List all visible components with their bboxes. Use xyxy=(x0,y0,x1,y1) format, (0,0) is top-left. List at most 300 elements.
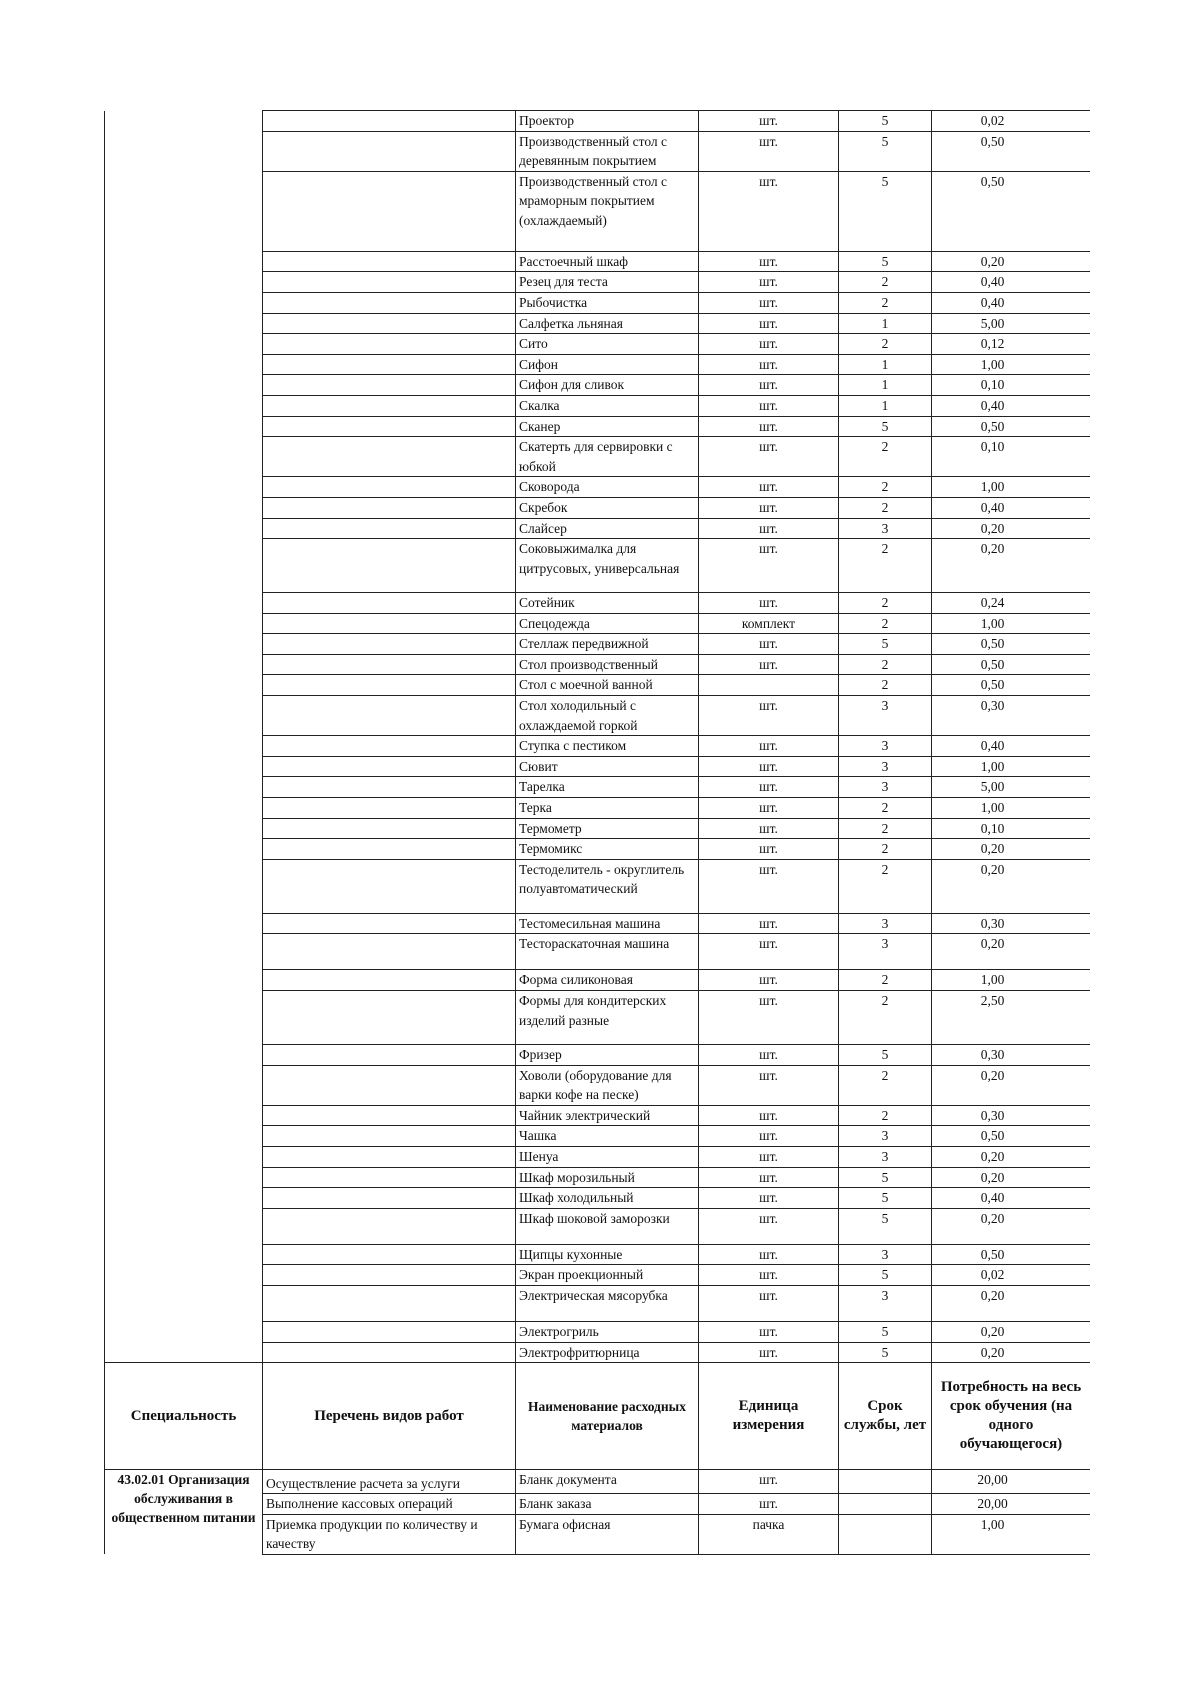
table-row xyxy=(105,634,1091,655)
item-name: Электрогриль xyxy=(516,1321,699,1342)
item-need: 0,50 xyxy=(932,171,1091,251)
item-life: 3 xyxy=(839,1285,932,1321)
item-need: 0,20 xyxy=(932,934,1091,970)
item-name: Стеллаж передвижной xyxy=(516,634,699,655)
item-life: 5 xyxy=(839,111,932,132)
specialty-cell xyxy=(105,477,263,498)
equipment-rows xyxy=(105,111,1091,1363)
item-unit: шт. xyxy=(699,934,839,970)
item-need: 0,30 xyxy=(932,1105,1091,1126)
specialty-cell xyxy=(105,1167,263,1188)
material-life xyxy=(839,1514,932,1554)
item-need: 0,40 xyxy=(932,272,1091,293)
specialty-cell xyxy=(105,313,263,334)
table-row xyxy=(105,1146,1091,1167)
item-unit: шт. xyxy=(699,375,839,396)
item-life: 3 xyxy=(839,1244,932,1265)
specialty-cell xyxy=(105,334,263,355)
specialty-cell xyxy=(105,518,263,539)
item-need: 0,20 xyxy=(932,539,1091,593)
table-row xyxy=(105,313,1091,334)
works-cell xyxy=(263,934,516,970)
table-row xyxy=(105,1045,1091,1066)
item-life: 3 xyxy=(839,777,932,798)
item-unit: шт. xyxy=(699,1045,839,1066)
works-cell xyxy=(263,1167,516,1188)
item-unit: шт. xyxy=(699,251,839,272)
work-type: Приемка продукции по количеству и качеству xyxy=(263,1514,516,1554)
table-row xyxy=(105,1065,1091,1105)
specialty-cell xyxy=(105,991,263,1045)
item-unit: шт. xyxy=(699,334,839,355)
works-cell xyxy=(263,518,516,539)
item-life: 2 xyxy=(839,970,932,991)
specialty-cell xyxy=(105,375,263,396)
item-unit: шт. xyxy=(699,1208,839,1244)
item-need: 0,40 xyxy=(932,736,1091,757)
works-cell xyxy=(263,696,516,736)
header-need: Потребность на весь срок обучения (на одного обучающегося) xyxy=(932,1363,1091,1470)
item-life: 3 xyxy=(839,1146,932,1167)
works-cell xyxy=(263,1105,516,1126)
item-name: Термометр xyxy=(516,818,699,839)
item-name: Проектор xyxy=(516,111,699,132)
item-life: 3 xyxy=(839,1126,932,1147)
specialty-cell xyxy=(105,696,263,736)
works-cell xyxy=(263,251,516,272)
item-unit: шт. xyxy=(699,395,839,416)
item-need: 0,50 xyxy=(932,131,1091,171)
item-unit: шт. xyxy=(699,477,839,498)
specialty-cell xyxy=(105,1208,263,1244)
item-unit: шт. xyxy=(699,354,839,375)
table-row xyxy=(105,859,1091,913)
works-cell xyxy=(263,111,516,132)
item-name: Форма силиконовая xyxy=(516,970,699,991)
item-life: 2 xyxy=(839,798,932,819)
specialty-cell xyxy=(105,613,263,634)
item-life: 1 xyxy=(839,354,932,375)
item-life: 1 xyxy=(839,313,932,334)
material-life xyxy=(839,1470,932,1494)
table-row xyxy=(105,913,1091,934)
table-row xyxy=(105,613,1091,634)
specialty-cell xyxy=(105,1342,263,1363)
item-life: 3 xyxy=(839,736,932,757)
item-need: 0,20 xyxy=(932,859,1091,913)
works-cell xyxy=(263,1065,516,1105)
item-need: 0,50 xyxy=(932,675,1091,696)
item-unit: шт. xyxy=(699,634,839,655)
specialty-cell xyxy=(105,497,263,518)
item-need: 0,20 xyxy=(932,251,1091,272)
works-cell xyxy=(263,818,516,839)
specialty-cell xyxy=(105,756,263,777)
works-cell xyxy=(263,354,516,375)
table-row xyxy=(105,518,1091,539)
specialty-cell xyxy=(105,1188,263,1209)
header-specialty: Специальность xyxy=(105,1363,263,1470)
item-name: Тестоделитель - округлитель полуавтоматический xyxy=(516,859,699,913)
item-unit: шт. xyxy=(699,518,839,539)
item-life: 3 xyxy=(839,696,932,736)
table-row xyxy=(105,736,1091,757)
item-unit: шт. xyxy=(699,839,839,860)
item-need: 0,02 xyxy=(932,1265,1091,1286)
item-unit: шт. xyxy=(699,539,839,593)
works-cell xyxy=(263,1208,516,1244)
header-unit: Единица измерения xyxy=(699,1363,839,1470)
works-cell xyxy=(263,313,516,334)
table-row xyxy=(105,251,1091,272)
item-life: 2 xyxy=(839,539,932,593)
specialty-cell xyxy=(105,798,263,819)
item-need: 0,20 xyxy=(932,839,1091,860)
table-row xyxy=(105,437,1091,477)
material-unit: пачка xyxy=(699,1514,839,1554)
specialty-cell xyxy=(105,1105,263,1126)
specialty-cell xyxy=(105,859,263,913)
specialty-cell xyxy=(105,913,263,934)
item-name: Сито xyxy=(516,334,699,355)
specialty-cell xyxy=(105,292,263,313)
item-life: 3 xyxy=(839,913,932,934)
item-unit: шт. xyxy=(699,1167,839,1188)
works-cell xyxy=(263,777,516,798)
item-name: Ступка с пестиком xyxy=(516,736,699,757)
item-life: 5 xyxy=(839,1167,932,1188)
table-row xyxy=(105,477,1091,498)
item-name: Салфетка льняная xyxy=(516,313,699,334)
table-row xyxy=(105,675,1091,696)
specialty-cell xyxy=(105,818,263,839)
table-row xyxy=(105,818,1091,839)
specialty-cell xyxy=(105,539,263,593)
specialty-cell xyxy=(105,1126,263,1147)
specialty-cell xyxy=(105,634,263,655)
item-need: 0,40 xyxy=(932,292,1091,313)
specialty-label: 43.02.01 Организация обслуживания в общественном питании xyxy=(111,1472,256,1526)
item-name: Тестомесильная машина xyxy=(516,913,699,934)
item-name: Чашка xyxy=(516,1126,699,1147)
works-cell xyxy=(263,654,516,675)
item-unit: шт. xyxy=(699,416,839,437)
works-cell xyxy=(263,1342,516,1363)
item-name: Фризер xyxy=(516,1045,699,1066)
item-unit: шт. xyxy=(699,696,839,736)
table-row xyxy=(105,1285,1091,1321)
item-name: Расстоечный шкаф xyxy=(516,251,699,272)
works-cell xyxy=(263,437,516,477)
item-need: 2,50 xyxy=(932,991,1091,1045)
item-life: 5 xyxy=(839,251,932,272)
item-unit: шт. xyxy=(699,593,839,614)
table-row xyxy=(105,1126,1091,1147)
item-unit: шт. xyxy=(699,970,839,991)
specialty-cell xyxy=(105,777,263,798)
item-need: 0,02 xyxy=(932,111,1091,132)
specialty-cell xyxy=(105,1045,263,1066)
table-row xyxy=(105,354,1091,375)
item-name: Сифон для сливок xyxy=(516,375,699,396)
item-unit: шт. xyxy=(699,1285,839,1321)
specialty-cell xyxy=(105,736,263,757)
item-name: Шкаф шоковой заморозки xyxy=(516,1208,699,1244)
specialty-cell xyxy=(105,1265,263,1286)
item-name: Производственный стол с деревянным покрытием xyxy=(516,131,699,171)
works-cell xyxy=(263,1265,516,1286)
item-need: 0,40 xyxy=(932,497,1091,518)
item-life: 2 xyxy=(839,272,932,293)
material-unit: шт. xyxy=(699,1494,839,1515)
works-cell xyxy=(263,416,516,437)
item-unit: шт. xyxy=(699,111,839,132)
item-name: Сковорода xyxy=(516,477,699,498)
works-cell xyxy=(263,970,516,991)
works-cell xyxy=(263,613,516,634)
table-row xyxy=(105,991,1091,1045)
item-life: 3 xyxy=(839,518,932,539)
item-need: 0,10 xyxy=(932,818,1091,839)
specialty-cell xyxy=(105,654,263,675)
item-name: Тестораскаточная машина xyxy=(516,934,699,970)
item-need: 1,00 xyxy=(932,613,1091,634)
item-life: 5 xyxy=(839,634,932,655)
material-unit: шт. xyxy=(699,1470,839,1494)
item-unit: комплект xyxy=(699,613,839,634)
item-unit: шт. xyxy=(699,131,839,171)
specialty-cell xyxy=(105,934,263,970)
item-unit: шт. xyxy=(699,756,839,777)
item-life: 3 xyxy=(839,756,932,777)
item-life: 5 xyxy=(839,1265,932,1286)
item-name: Стол холодильный с охлаждаемой горкой xyxy=(516,696,699,736)
works-cell xyxy=(263,913,516,934)
header-life: Срок службы, лет xyxy=(839,1363,932,1470)
item-name: Ховоли (оборудование для варки кофе на песке) xyxy=(516,1065,699,1105)
item-unit: шт. xyxy=(699,654,839,675)
table-row xyxy=(105,171,1091,251)
item-life: 2 xyxy=(839,675,932,696)
item-name: Стол производственный xyxy=(516,654,699,675)
item-life: 2 xyxy=(839,859,932,913)
material-name: Бланк документа xyxy=(516,1470,699,1494)
item-need: 0,24 xyxy=(932,593,1091,614)
item-need: 1,00 xyxy=(932,477,1091,498)
table-row xyxy=(105,970,1091,991)
works-cell xyxy=(263,539,516,593)
item-name: Сифон xyxy=(516,354,699,375)
item-unit: шт. xyxy=(699,1146,839,1167)
table-row xyxy=(105,111,1091,132)
material-name: Бланк заказа xyxy=(516,1494,699,1515)
table-header-row xyxy=(105,1363,1091,1470)
specialty-cell xyxy=(105,970,263,991)
works-cell xyxy=(263,1285,516,1321)
specialty-cell xyxy=(105,272,263,293)
item-life: 2 xyxy=(839,991,932,1045)
table-row xyxy=(105,1188,1091,1209)
item-life: 5 xyxy=(839,1208,932,1244)
item-life: 2 xyxy=(839,613,932,634)
item-name: Формы для кондитерских изделий разные xyxy=(516,991,699,1045)
table-row xyxy=(105,1244,1091,1265)
item-life: 2 xyxy=(839,839,932,860)
item-unit: шт. xyxy=(699,736,839,757)
item-unit: шт. xyxy=(699,798,839,819)
item-need: 0,40 xyxy=(932,1188,1091,1209)
item-unit: шт. xyxy=(699,991,839,1045)
item-need: 0,20 xyxy=(932,1146,1091,1167)
works-cell xyxy=(263,131,516,171)
table-row xyxy=(105,272,1091,293)
table-row xyxy=(105,593,1091,614)
item-unit: шт. xyxy=(699,859,839,913)
table-row xyxy=(105,1208,1091,1244)
item-name: Электрическая мясорубка xyxy=(516,1285,699,1321)
item-life: 5 xyxy=(839,1045,932,1066)
item-life: 2 xyxy=(839,1105,932,1126)
item-unit: шт. xyxy=(699,913,839,934)
works-cell xyxy=(263,756,516,777)
materials-rows xyxy=(105,1470,1091,1555)
header-works: Перечень видов работ xyxy=(263,1363,516,1470)
item-name: Скалка xyxy=(516,395,699,416)
work-type: Выполнение кассовых операций xyxy=(263,1494,516,1515)
table-row xyxy=(105,1167,1091,1188)
item-unit: шт. xyxy=(699,497,839,518)
item-unit: шт. xyxy=(699,1342,839,1363)
works-cell xyxy=(263,991,516,1045)
item-unit: шт. xyxy=(699,437,839,477)
item-life: 2 xyxy=(839,334,932,355)
item-unit: шт. xyxy=(699,272,839,293)
works-cell xyxy=(263,1321,516,1342)
item-unit: шт. xyxy=(699,1105,839,1126)
specialty-cell xyxy=(105,593,263,614)
specialty-cell xyxy=(105,354,263,375)
item-name: Скребок xyxy=(516,497,699,518)
works-cell xyxy=(263,1244,516,1265)
item-need: 0,50 xyxy=(932,1244,1091,1265)
works-cell xyxy=(263,375,516,396)
table-row xyxy=(105,375,1091,396)
specialty-cell xyxy=(105,1244,263,1265)
item-life: 5 xyxy=(839,1188,932,1209)
item-unit: шт. xyxy=(699,1126,839,1147)
specialty-cell xyxy=(105,131,263,171)
table-row xyxy=(105,1105,1091,1126)
item-unit: шт. xyxy=(699,777,839,798)
item-need: 0,12 xyxy=(932,334,1091,355)
item-name: Чайник электрический xyxy=(516,1105,699,1126)
item-need: 0,40 xyxy=(932,395,1091,416)
table-row xyxy=(105,416,1091,437)
item-need: 0,30 xyxy=(932,696,1091,736)
specialty-cell xyxy=(105,416,263,437)
table-row xyxy=(105,1342,1091,1363)
item-name: Электрофритюрница xyxy=(516,1342,699,1363)
specialty-cell xyxy=(105,251,263,272)
item-life: 2 xyxy=(839,1065,932,1105)
specialty-cell xyxy=(105,111,263,132)
specialty-cell xyxy=(105,395,263,416)
item-name: Соковыжималка для цитрусовых, универсальная xyxy=(516,539,699,593)
item-life: 5 xyxy=(839,171,932,251)
item-life: 1 xyxy=(839,395,932,416)
item-need: 0,10 xyxy=(932,375,1091,396)
works-cell xyxy=(263,736,516,757)
item-need: 0,20 xyxy=(932,1342,1091,1363)
item-life: 5 xyxy=(839,131,932,171)
item-name: Слайсер xyxy=(516,518,699,539)
works-cell xyxy=(263,593,516,614)
table-row xyxy=(105,756,1091,777)
item-need: 0,50 xyxy=(932,1126,1091,1147)
material-life xyxy=(839,1494,932,1515)
works-cell xyxy=(263,634,516,655)
item-life: 2 xyxy=(839,437,932,477)
item-need: 0,10 xyxy=(932,437,1091,477)
item-need: 1,00 xyxy=(932,354,1091,375)
item-unit: шт. xyxy=(699,1265,839,1286)
works-cell xyxy=(263,859,516,913)
item-life: 5 xyxy=(839,1321,932,1342)
item-unit: шт. xyxy=(699,1188,839,1209)
specialty-cell xyxy=(105,1065,263,1105)
table-row xyxy=(105,654,1091,675)
item-name: Щипцы кухонные xyxy=(516,1244,699,1265)
header-materials: Наименование расходных материалов xyxy=(516,1363,699,1470)
material-need: 20,00 xyxy=(932,1494,1091,1515)
item-need: 5,00 xyxy=(932,777,1091,798)
item-name: Производственный стол с мраморным покрытием (охлаждаемый) xyxy=(516,171,699,251)
item-unit: шт. xyxy=(699,1065,839,1105)
works-cell xyxy=(263,798,516,819)
item-name: Сювит xyxy=(516,756,699,777)
item-need: 0,20 xyxy=(932,518,1091,539)
item-need: 0,50 xyxy=(932,654,1091,675)
material-need: 1,00 xyxy=(932,1514,1091,1554)
works-cell xyxy=(263,395,516,416)
item-name: Стол с моечной ванной xyxy=(516,675,699,696)
works-cell xyxy=(263,675,516,696)
document-page xyxy=(104,110,1090,1560)
equipment-table xyxy=(104,110,1090,1555)
item-need: 0,30 xyxy=(932,913,1091,934)
specialty-cell xyxy=(105,839,263,860)
item-life: 1 xyxy=(839,375,932,396)
item-unit: шт. xyxy=(699,1321,839,1342)
item-life: 5 xyxy=(839,416,932,437)
item-unit xyxy=(699,675,839,696)
item-need: 1,00 xyxy=(932,756,1091,777)
item-life: 3 xyxy=(839,934,932,970)
material-name: Бумага офисная xyxy=(516,1514,699,1554)
item-need: 0,50 xyxy=(932,416,1091,437)
item-name: Спецодежда xyxy=(516,613,699,634)
item-name: Терка xyxy=(516,798,699,819)
works-cell xyxy=(263,272,516,293)
table-row xyxy=(105,777,1091,798)
works-cell xyxy=(263,839,516,860)
item-life: 2 xyxy=(839,654,932,675)
item-name: Термомикс xyxy=(516,839,699,860)
item-life: 2 xyxy=(839,818,932,839)
item-name: Тарелка xyxy=(516,777,699,798)
works-cell xyxy=(263,1146,516,1167)
item-need: 0,20 xyxy=(932,1208,1091,1244)
